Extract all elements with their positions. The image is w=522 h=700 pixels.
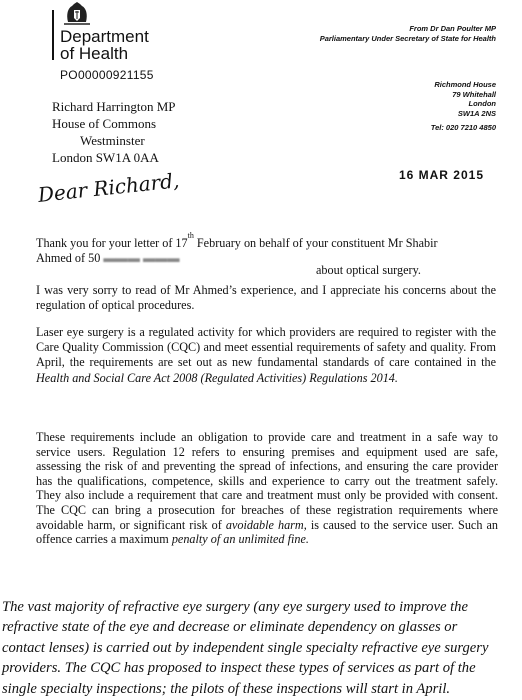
handwritten-salutation: Dear Richard, <box>36 168 181 207</box>
paragraph-2: I was very sorry to read of Mr Ahmed’s experience, and I appreciate his concerns about the regulation of optical procedures. <box>36 283 496 313</box>
recipient-address: Richard Harrington MP House of Commons Westminster London SW1A 0AA <box>52 99 176 165</box>
reference-number: PO00000921155 <box>60 68 154 82</box>
paragraph-1: Thank you for your letter of 17th February on behalf of your constituent Mr Shabir <box>36 231 438 250</box>
from-block: From Dr Dan Poulter MP Parliamentary Under Secretary of State for Health <box>319 24 496 43</box>
paragraph-1-line-2: Ahmed of 50 ▬▬▬ ▬▬▬ <box>36 251 180 265</box>
royal-crest-icon <box>62 0 92 26</box>
sender-address: Richmond House 79 Whitehall London SW1A 2NS <box>434 80 496 118</box>
paragraph-5: The vast majority of refractive eye surgery (any eye surgery used to improve the refractive state of the eye and decrease or eliminate dependency on glasses or contact lenses) is carried out by independent single specialty refractive eye surgery providers. The CQC has proposed to inspect these types of services as part of the single specialty inspections; the pilots of these inspections will start in April. <box>2 599 489 697</box>
sender-telephone: Tel: 020 7210 4850 <box>430 123 496 132</box>
letterhead-rule <box>52 10 54 60</box>
redacted-address: ▬▬▬ ▬▬▬ <box>103 251 180 265</box>
letter-date: 16 MAR 2015 <box>398 168 484 182</box>
paragraph-4: These requirements include an obligation to provide care and treatment in a safe way to service users. Regulation 12 refers to ensuring premises and equipment used are safe, assessing the risk of and preventing the spread of infections, and ensuring the care provider has the qualifications, competence, skills and experience to carry out the treatment safely. They also include a requirement that care and treatment must only be provided with consent. The CQC can bring a prosecution for breaches of these registration requirements where avoidable harm, or significant risk of avoidable harm, is caused to the service user. Such an offence carries a maximum penalty of an unlimited fine. <box>36 430 498 547</box>
department-name: Department of Health <box>60 27 149 63</box>
paragraph-3: Laser eye surgery is a regulated activity for which providers are required to register with the Care Quality Commission (CQC) and meet essential requirements of safety and quality. From April, the requirements are set out as new fundamental standards of care contained in the Health and Social Care Act 2008 (Regulated Activities) Regulations 2014. <box>36 325 496 385</box>
paragraph-1-tail: about optical surgery. <box>316 263 421 277</box>
